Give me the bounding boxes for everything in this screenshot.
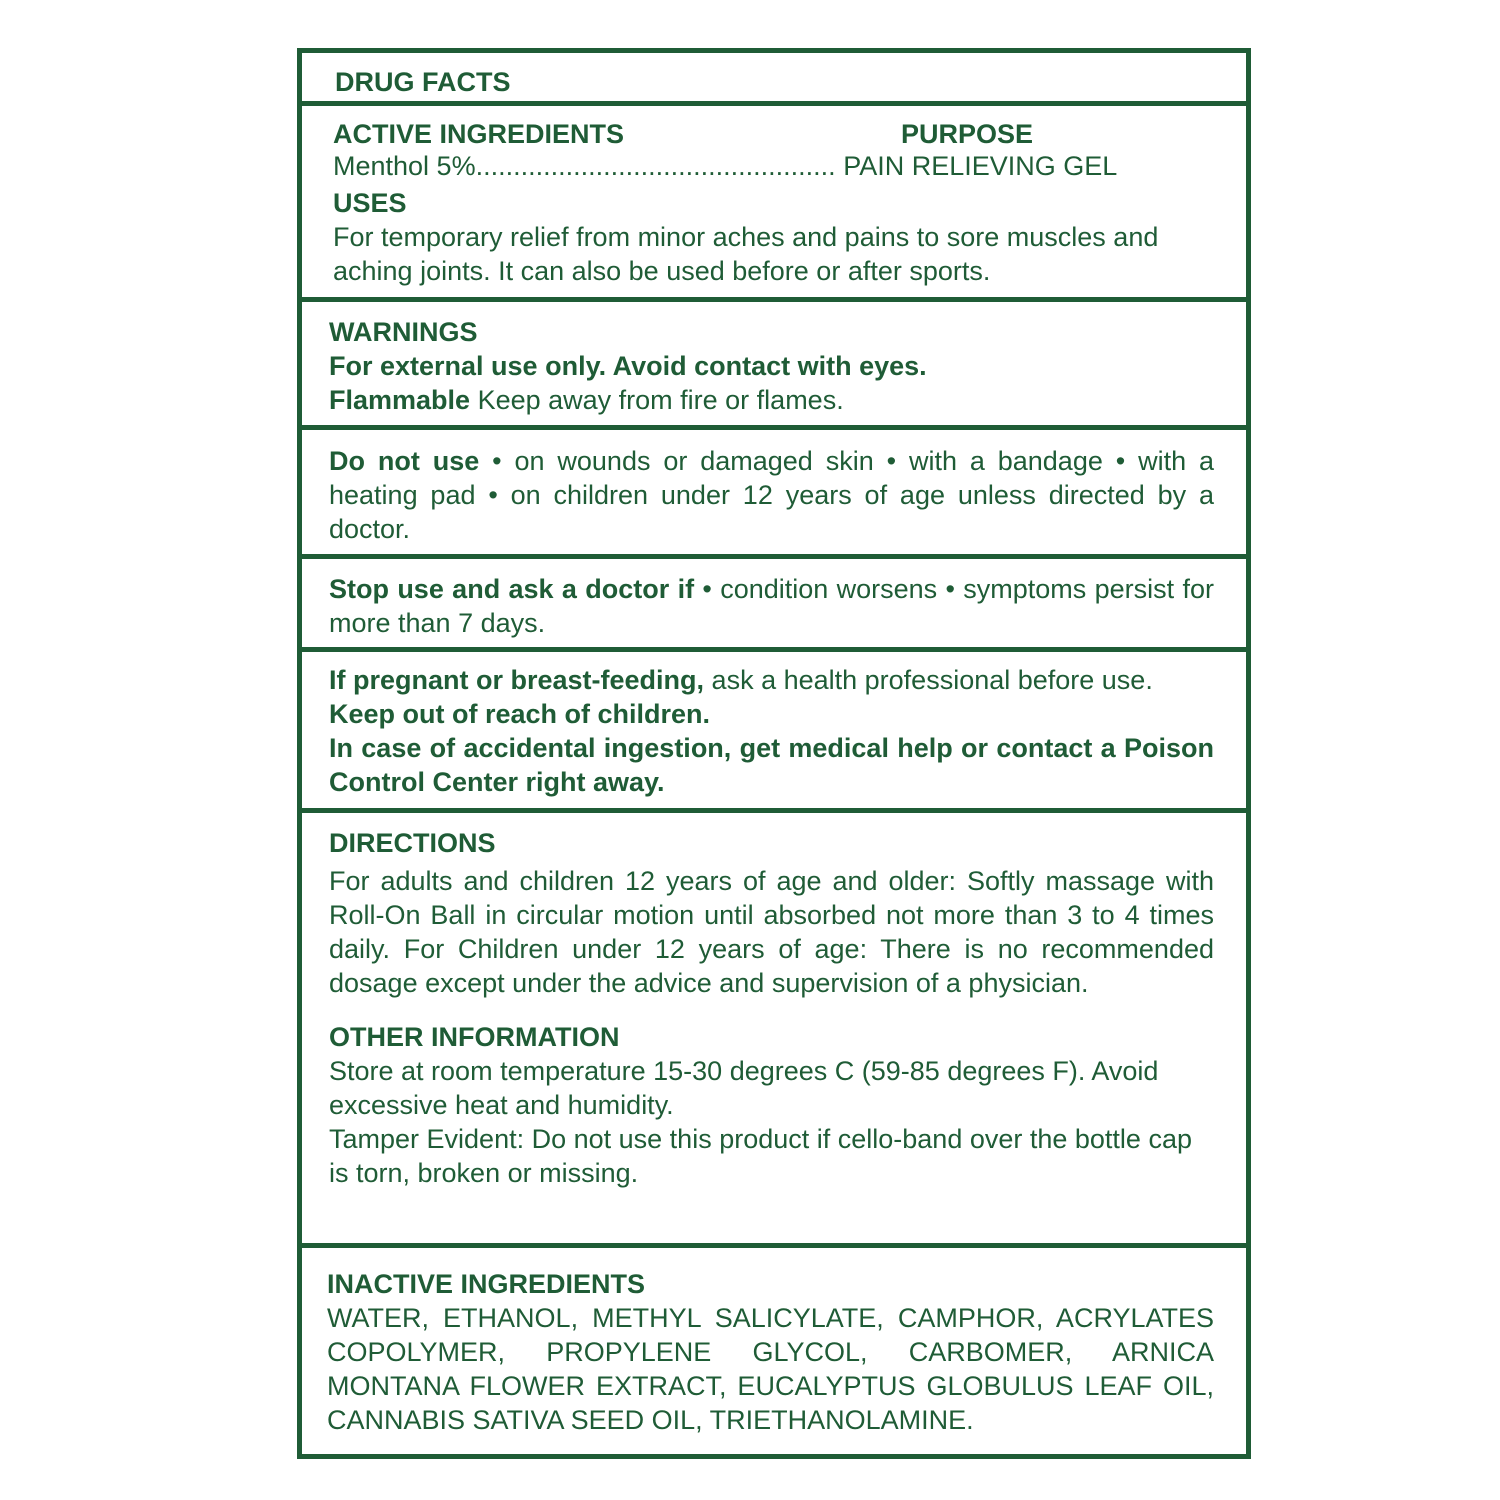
inactive-ingredients-section [302,1267,1246,1437]
uses-text: For temporary relief from minor aches and pains to sore muscles and aching joints. It can also be used before or after sports. [333,222,1159,286]
drug-facts-panel [297,48,1251,1459]
inactive-ingredients-text: WATER, ETHANOL, METHYL SALICYLATE, CAMPHOR, ACRYLATES COPOLYMER, PROPYLENE GLYCOL, CARBOMER, ARNICA MONTANA FLOWER EXTRACT, EUCALYPTUS GLOBULUS LEAF OIL, CANNABIS SATIVA SEED OIL, TRIETHANOLAMINE. [327,1303,1214,1435]
flammable-text: Keep away from fire or flames. [470,385,844,415]
other-information-heading: OTHER INFORMATION [329,1022,620,1052]
stop-use-label: Stop use and ask a doctor if [329,574,695,604]
uses-heading: USES [333,188,407,218]
inactive-ingredients-heading: INACTIVE INGREDIENTS [327,1269,646,1299]
divider [302,647,1246,652]
drug-facts-header [302,65,1246,99]
divider [302,101,1246,106]
divider [302,297,1246,302]
stop-use-text: Stop use and ask a doctor if • condition worsens • symptoms persist for more than 7 days. [329,574,1214,638]
dot-leader: ................................................ [475,151,836,181]
active-ingredient: Menthol 5% [333,151,476,181]
warnings-section [302,315,1246,417]
active-ingredient-line [333,151,1214,181]
pregnancy-label: If pregnant or breast-feeding, [329,665,705,695]
pregnancy-section [302,663,1246,799]
flammable-label: Flammable [329,385,471,415]
do-not-use-section [302,444,1246,546]
tamper-evident-text: Tamper Evident: Do not use this product if cello-band over the bottle cap is torn, broken or missing. [329,1124,1192,1188]
active-headings-row [333,117,1033,151]
flammable-warning [329,383,1214,417]
do-not-use-text: Do not use • on wounds or damaged skin • with a bandage • with a heating pad • on children under 12 years of age unless directed by a doctor. [329,446,1214,544]
divider [302,808,1246,813]
active-ingredients-heading: ACTIVE INGREDIENTS [333,119,625,149]
active-ingredients-section [302,117,1246,288]
do-not-use-label: Do not use [329,446,480,476]
divider [302,554,1246,559]
storage-text: Store at room temperature 15-30 degrees C (59-85 degrees F). Avoid excessive heat and humidity. [329,1056,1159,1120]
warnings-heading: WARNINGS [329,317,478,347]
drug-facts-title: DRUG FACTS [335,67,511,97]
purpose-heading: PURPOSE [900,119,1033,149]
keep-out-of-reach: Keep out of reach of children. [329,699,711,729]
purpose-text: PAIN RELIEVING GEL [843,151,1118,181]
stop-use-section [302,572,1246,640]
directions-section [302,826,1246,1190]
pregnancy-warning: If pregnant or breast-feeding, ask a health professional before use. [329,665,1153,695]
accidental-ingestion: In case of accidental ingestion, get medical help or contact a Poison Control Center right away. [329,733,1214,797]
directions-text: For adults and children 12 years of age and older: Softly massage with Roll-On Ball in circular motion until absorbed not more than 3 to 4 times daily. For Children under 12 years of age: There is no recommended dosage except under the advice and supervision of a physician. [329,866,1214,998]
external-use-warning: For external use only. Avoid contact with eyes. [329,351,927,381]
directions-heading: DIRECTIONS [329,828,496,858]
divider [302,1243,1246,1248]
divider [302,425,1246,430]
